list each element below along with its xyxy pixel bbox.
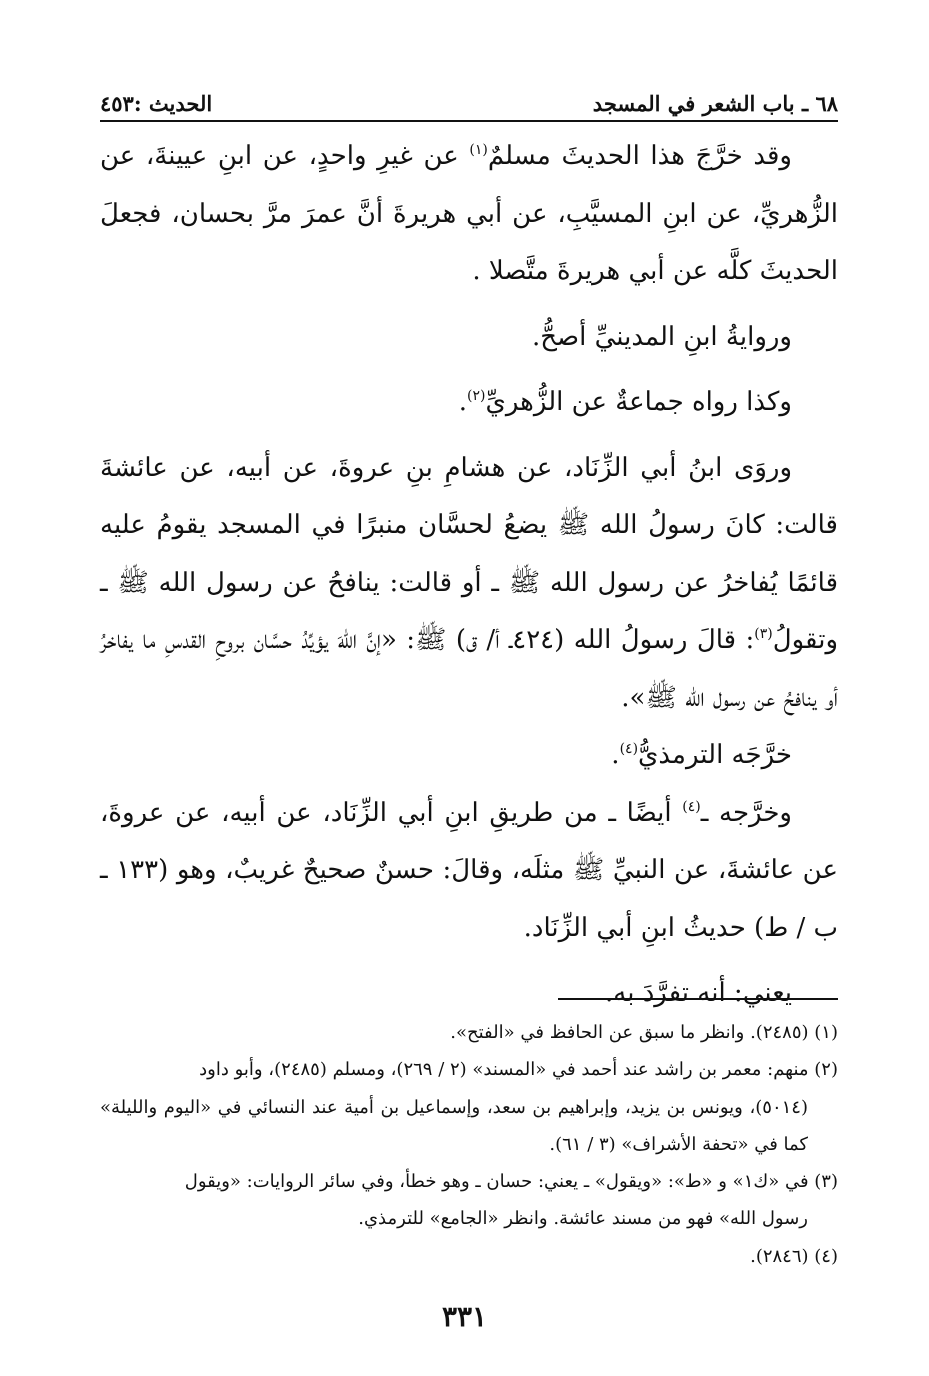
paragraph-1-text-b: عن غيرِ واحدٍ، عن ابنِ عيينةَ، عن الزُّهريِّ، عن ابنِ المسيَّبِ، عن أبي هريرةَ أنَّ عمرَ مرَّ بحسان، فجعلَ الحديثَ كلَّه عن أبي هريرةَ متَّصلا . (100, 141, 838, 286)
footnote-ref-4b: (٤) (682, 798, 701, 815)
footnote-1: (١) (٢٤٨٥). وانظر ما سبق عن الحافظ في «الفتح». (450, 1022, 838, 1043)
paragraph-1 (100, 128, 838, 301)
footnote-separator (558, 998, 838, 1000)
footnote-3-line-1: (٣) في «ك١» و «ط»: «ويقول» ـ يعني: حسان ـ وهو خطأ، وفي سائر الروايات: «ويقول (184, 1171, 838, 1193)
footnote-ref-3: (٣) (754, 626, 773, 642)
footnote-3 (100, 1163, 838, 1238)
footnote-ref-1: (١) (469, 142, 488, 158)
paragraph-5-text-b: . (611, 740, 620, 770)
footnotes (100, 1014, 838, 1275)
paragraph-5-text-a: خرَّجَه الترمذيُّ (638, 740, 792, 770)
paragraph-6-text-a: وخرَّجه ـ (700, 797, 792, 828)
paragraph-3-text-b: . (458, 387, 468, 417)
paragraph-6 (100, 785, 838, 958)
main-text (100, 128, 838, 1023)
paragraph-3-text-a: وكذا رواه جماعةٌ عن الزُّهريِّ (485, 387, 792, 417)
running-header (100, 80, 838, 122)
paragraph-5 (100, 727, 838, 785)
footnote-2-continuation: (٥٠١٤)، ويونس بن يزيد، وإبراهيم بن سعد، وإسماعيل بن أمية عند النسائي في «اليوم والليلة» كما في «تحفة الأشراف» (٣ / ٦١). (100, 1096, 808, 1155)
paragraph-6-text-b: أيضًا ـ من طريقِ ابنِ أبي الزِّنَاد، عن أبيه، عن عروةَ، عن عائشةَ، عن النبيِّ ﷺ مثلَه، وقالَ: حسنٌ صحيحٌ غريبٌ، وهو (١٣٣ ـ ب / ط) حديثُ ابنِ أبي الزِّنَاد. (100, 797, 838, 943)
paragraph-2: وروايةُ ابنِ المدينيِّ أصحُّ. (531, 321, 792, 352)
footnote-ref-2: (٢) (467, 388, 486, 404)
footnote-3-continuation: رسول الله» فهو من مسند عائشة. وانظر «الجامع» للترمذي. (358, 1208, 808, 1230)
paragraph-4-text-b: : قالَ رسولُ الله (٤٢٤ـ أ/ ق) ﷺ: «إنَّ اللهَ يؤيِّدُ حسَّان بروحِ القدسِ ما يفاخرُ أو ينافحُ عن رسول الله ﷺ». (100, 625, 838, 713)
page-number: ٣٣١ (441, 1300, 488, 1333)
paragraph-3 (100, 374, 838, 432)
paragraph-1-text-a: وقد خرَّجَ هذا الحديثَ مسلمٌ (487, 141, 792, 171)
paragraph-7: يعني: أنه تفرَّدَ به. (604, 978, 792, 1008)
footnote-2-line-1: (٢) منهم: معمر بن راشد عند أحمد في «المسند» (٢ / ٢٦٩)، ومسلم (٢٤٨٥)، وأبو داود (199, 1059, 838, 1081)
paragraph-4 (100, 440, 838, 728)
footnote-ref-4: (٤) (619, 741, 639, 757)
footnote-2 (100, 1051, 838, 1163)
chapter-title: ٦٨ ـ باب الشعر في المسجد (592, 91, 838, 116)
hadith-number: الحديث :٤٥٣ (100, 91, 213, 116)
footnote-4: (٤) (٢٨٤٦). (750, 1245, 838, 1267)
paragraph-4-text-a: وروَى ابنُ أبي الزِّنَاد، عن هشامِ بنِ عروةَ، عن أبيه، عن عائشةَ قالت: كانَ رسولُ الله ﷺ يضعُ لحسَّان منبرًا في المسجد يقومُ عليه قائمًا يُفاخرُ عن رسول الله ﷺ ـ أو قالت: ينافحُ عن رسول الله ﷺ ـ وتقولُ (100, 452, 839, 655)
